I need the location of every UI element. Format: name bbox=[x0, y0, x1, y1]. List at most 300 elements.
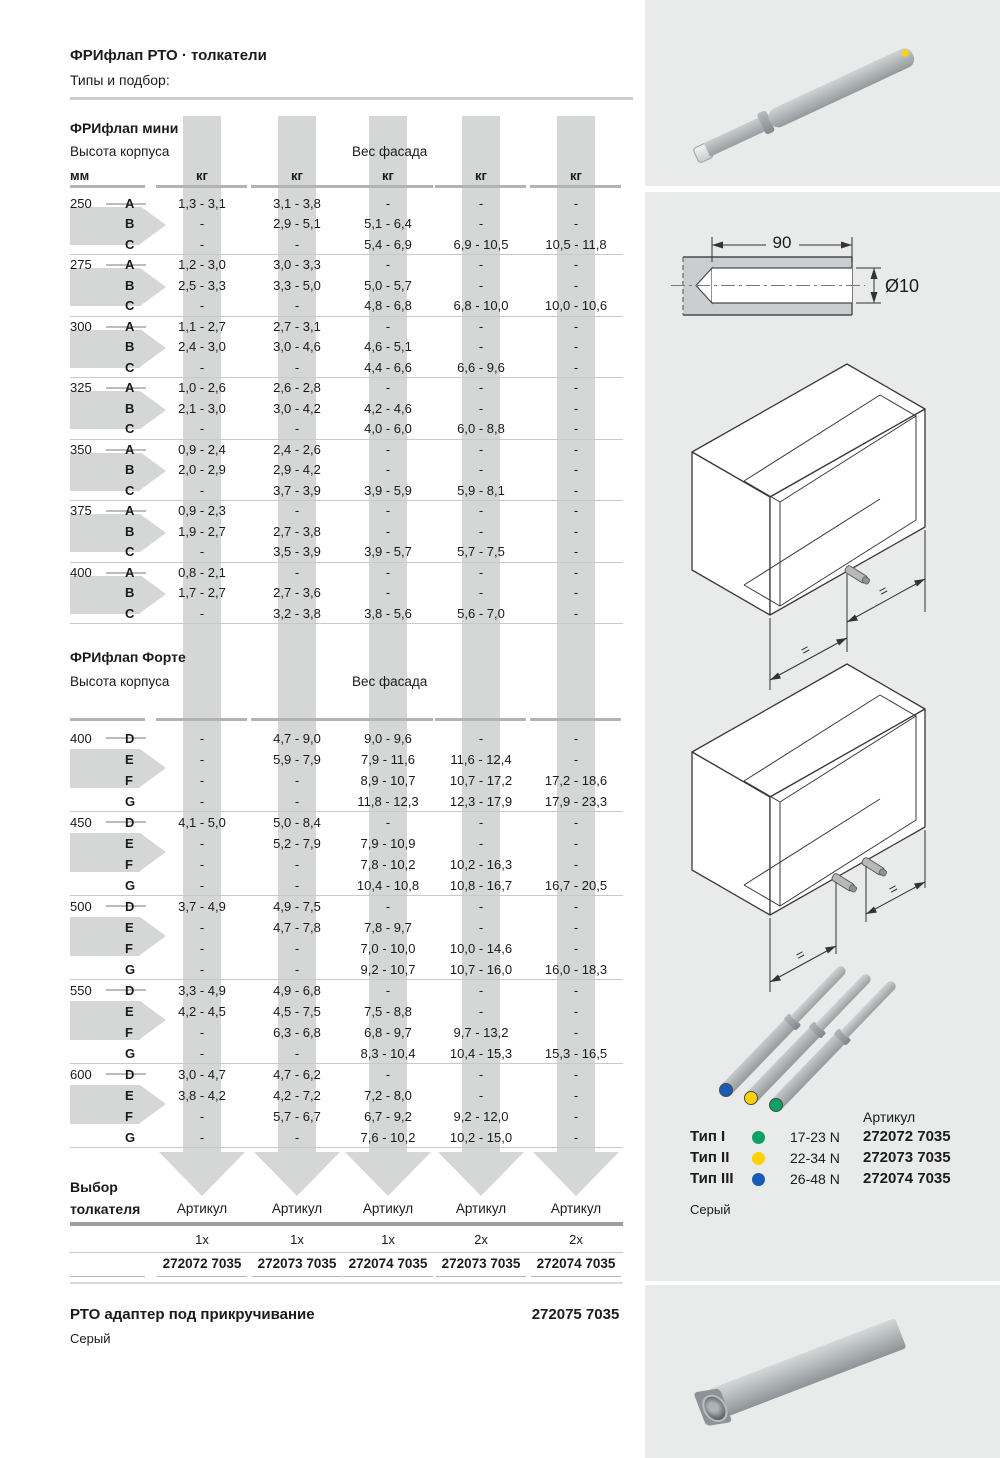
table-row bbox=[70, 358, 625, 379]
table-row bbox=[70, 214, 625, 235]
legend-row-1 bbox=[690, 1127, 990, 1147]
pusher-photo-panel bbox=[645, 0, 1000, 186]
weight-range: - bbox=[478, 257, 484, 272]
quantity-3: 1x bbox=[381, 1232, 395, 1247]
unit-kg-2: кг bbox=[291, 168, 303, 183]
weight-range: 16,0 - 18,3 bbox=[544, 961, 608, 977]
weight-range: - bbox=[199, 421, 205, 436]
weight-range: 4,2 - 4,5 bbox=[178, 1003, 226, 1019]
weight-range: - bbox=[573, 318, 579, 334]
article-underline-5 bbox=[531, 1276, 621, 1277]
weight-range: 3,9 - 5,9 bbox=[364, 482, 412, 498]
column-band-arrowhead-2 bbox=[254, 1152, 340, 1196]
unit-kg-3: кг bbox=[382, 168, 394, 183]
table-row bbox=[70, 194, 625, 215]
weight-range: 4,6 - 5,1 bbox=[364, 339, 412, 354]
weight-range: - bbox=[385, 982, 391, 998]
weight-range: 2,7 - 3,8 bbox=[273, 523, 321, 539]
weight-range: - bbox=[294, 772, 300, 788]
selection-thick-rule bbox=[70, 1222, 623, 1226]
row-letter: F bbox=[125, 1108, 133, 1124]
table-row bbox=[70, 235, 625, 256]
legend-article-number: 272074 7035 bbox=[863, 1170, 951, 1187]
row-letter: A bbox=[125, 441, 135, 457]
row-letter: D bbox=[125, 982, 135, 998]
weight-range: - bbox=[573, 1066, 579, 1082]
table-row bbox=[70, 917, 625, 938]
adapter-article: 272075 7035 bbox=[531, 1306, 620, 1323]
mini-heading: ФРИфлап мини bbox=[70, 120, 179, 136]
table-row bbox=[70, 1064, 625, 1085]
weight-range: 1,7 - 2,7 bbox=[178, 585, 226, 600]
weight-range: 4,9 - 6,8 bbox=[273, 982, 321, 998]
kg-column-rule-2 bbox=[251, 185, 342, 188]
height-value: 400 bbox=[70, 730, 92, 746]
weight-range: - bbox=[385, 195, 391, 211]
diagram-panel bbox=[645, 192, 1000, 1281]
weight-range: - bbox=[199, 1108, 205, 1124]
table-row bbox=[70, 296, 625, 317]
weight-range: 10,2 - 16,3 bbox=[449, 856, 513, 872]
weight-range: 2,6 - 2,8 bbox=[273, 380, 321, 395]
forte-right-label: Вес фасада bbox=[352, 674, 428, 689]
weight-range: - bbox=[294, 298, 300, 313]
pusher-product-photo bbox=[692, 46, 919, 167]
weight-range: - bbox=[199, 605, 205, 621]
table-row bbox=[70, 1022, 625, 1043]
weight-range: 3,7 - 3,9 bbox=[273, 482, 321, 498]
weight-range: - bbox=[478, 898, 484, 914]
weight-range: - bbox=[573, 1003, 579, 1019]
table-row bbox=[70, 875, 625, 896]
weight-range: - bbox=[199, 856, 205, 872]
weight-range: 3,0 - 4,6 bbox=[273, 339, 321, 354]
quantity-5: 2x bbox=[569, 1232, 583, 1247]
weight-range: - bbox=[573, 421, 579, 436]
weight-range: 5,9 - 8,1 bbox=[457, 482, 505, 498]
weight-range: 2,4 - 2,6 bbox=[273, 441, 321, 457]
legend-force-range: 26-48 N bbox=[790, 1171, 840, 1187]
weight-range: - bbox=[478, 503, 484, 518]
article-number-3: 272074 7035 bbox=[348, 1256, 428, 1271]
weight-range: - bbox=[573, 523, 579, 539]
weight-range: - bbox=[199, 835, 205, 851]
table-row bbox=[70, 317, 625, 338]
row-letter: G bbox=[125, 793, 136, 809]
selection-underline bbox=[70, 1276, 145, 1277]
row-letter: A bbox=[125, 564, 135, 580]
row-letter: B bbox=[125, 462, 135, 477]
weight-range: - bbox=[573, 544, 579, 559]
row-letter: C bbox=[125, 421, 135, 436]
weight-range: - bbox=[294, 1045, 300, 1061]
weight-range: - bbox=[385, 898, 391, 914]
weight-range: - bbox=[199, 298, 205, 313]
weight-range: 5,0 - 5,7 bbox=[364, 277, 412, 293]
quantity-2: 1x bbox=[290, 1232, 304, 1247]
weight-range: - bbox=[478, 1003, 484, 1019]
weight-range: - bbox=[573, 359, 579, 375]
weight-range: 6,7 - 9,2 bbox=[364, 1108, 412, 1124]
weight-range: 2,9 - 4,2 bbox=[273, 462, 321, 477]
weight-range: - bbox=[294, 421, 300, 436]
legend-row-3 bbox=[690, 1169, 990, 1189]
row-letter: F bbox=[125, 1024, 133, 1040]
weight-range: - bbox=[199, 730, 205, 746]
row-letter: G bbox=[125, 1045, 136, 1061]
weight-range: 7,9 - 10,9 bbox=[360, 835, 416, 851]
selection-label-line1: Выбор bbox=[70, 1179, 118, 1195]
height-value: 325 bbox=[70, 380, 92, 395]
weight-range: 6,3 - 6,8 bbox=[273, 1024, 321, 1040]
weight-range: 15,3 - 16,5 bbox=[544, 1045, 608, 1061]
height-group-400 bbox=[70, 728, 625, 812]
row-letter: A bbox=[125, 318, 135, 334]
weight-range: - bbox=[573, 216, 579, 231]
table-row bbox=[70, 481, 625, 502]
kg-column-rule-5 bbox=[530, 718, 621, 721]
article-underline-3 bbox=[343, 1276, 433, 1277]
pusher-barrel bbox=[766, 45, 918, 130]
kg-column-rule-1 bbox=[156, 718, 247, 721]
weight-range: - bbox=[199, 482, 205, 498]
weight-range: 0,8 - 2,1 bbox=[178, 564, 226, 580]
weight-range: 3,8 - 4,2 bbox=[178, 1087, 226, 1103]
weight-range: 6,9 - 10,5 bbox=[453, 236, 509, 252]
pusher-type-dot bbox=[900, 48, 909, 57]
weight-range: - bbox=[478, 339, 484, 354]
weight-range: - bbox=[199, 359, 205, 375]
height-value: 350 bbox=[70, 441, 92, 457]
kg-column-rule-1 bbox=[156, 185, 247, 188]
weight-range: - bbox=[199, 919, 205, 935]
weight-range: 7,8 - 10,2 bbox=[360, 856, 416, 872]
weight-range: - bbox=[573, 982, 579, 998]
row-letter: G bbox=[125, 961, 136, 977]
weight-range: 3,2 - 3,8 bbox=[273, 605, 321, 621]
article-number-5: 272074 7035 bbox=[536, 1256, 616, 1271]
weight-range: - bbox=[294, 1129, 300, 1145]
weight-range: - bbox=[573, 503, 579, 518]
weight-range: 3,7 - 4,9 bbox=[178, 898, 226, 914]
weight-range: 6,6 - 9,6 bbox=[457, 359, 505, 375]
weight-range: - bbox=[573, 919, 579, 935]
height-value: 550 bbox=[70, 982, 92, 998]
type-color-dot bbox=[752, 1131, 765, 1144]
weight-range: 1,9 - 2,7 bbox=[178, 523, 226, 539]
weight-range: - bbox=[199, 544, 205, 559]
legend-article-number: 272073 7035 bbox=[863, 1149, 951, 1166]
row-letter: C bbox=[125, 359, 135, 375]
weight-range: 17,2 - 18,6 bbox=[544, 772, 608, 788]
unit-kg-1: кг bbox=[196, 168, 208, 183]
height-group-375 bbox=[70, 501, 625, 563]
weight-range: - bbox=[478, 318, 484, 334]
weight-range: 10,8 - 16,7 bbox=[449, 877, 513, 893]
height-group-450 bbox=[70, 812, 625, 896]
row-letter: B bbox=[125, 585, 135, 600]
weight-range: 3,9 - 5,7 bbox=[364, 544, 412, 559]
weight-range: - bbox=[199, 751, 205, 767]
height-value: 600 bbox=[70, 1066, 92, 1082]
weight-range: 5,0 - 8,4 bbox=[273, 814, 321, 830]
weight-range: - bbox=[478, 216, 484, 231]
weight-range: 5,2 - 7,9 bbox=[273, 835, 321, 851]
weight-range: 12,3 - 17,9 bbox=[449, 793, 513, 809]
height-group-325 bbox=[70, 378, 625, 440]
weight-range: - bbox=[478, 441, 484, 457]
weight-range: 6,0 - 8,8 bbox=[457, 421, 505, 436]
weight-range: 4,7 - 6,2 bbox=[273, 1066, 321, 1082]
weight-range: - bbox=[478, 585, 484, 600]
weight-range: 7,5 - 8,8 bbox=[364, 1003, 412, 1019]
weight-range: 11,8 - 12,3 bbox=[357, 793, 419, 809]
weight-range: 3,0 - 3,3 bbox=[273, 257, 321, 272]
weight-range: - bbox=[478, 523, 484, 539]
article-underline-4 bbox=[436, 1276, 526, 1277]
weight-range: 1,0 - 2,6 bbox=[178, 380, 226, 395]
mini-left-label: Высота корпуса bbox=[70, 144, 170, 159]
weight-range: 2,7 - 3,1 bbox=[273, 318, 321, 334]
drill-hole-drawing bbox=[663, 220, 923, 360]
table-content bbox=[70, 0, 633, 1458]
table-row bbox=[70, 959, 625, 980]
weight-range: 3,1 - 3,8 bbox=[273, 195, 321, 211]
row-letter: C bbox=[125, 482, 135, 498]
weight-range: 2,0 - 2,9 bbox=[178, 462, 226, 477]
equal-mark: = bbox=[797, 640, 813, 659]
table-row bbox=[70, 854, 625, 875]
legend-type-label: Тип I bbox=[690, 1128, 726, 1145]
type-color-dot bbox=[752, 1173, 765, 1186]
weight-range: 10,2 - 15,0 bbox=[449, 1129, 513, 1145]
pusher-marker bbox=[844, 565, 871, 586]
table-row bbox=[70, 501, 625, 522]
weight-range: - bbox=[385, 318, 391, 334]
kg-column-rule-4 bbox=[435, 185, 526, 188]
row-letter: E bbox=[125, 919, 134, 935]
column-band-arrowhead-5 bbox=[533, 1152, 619, 1196]
row-letter: A bbox=[125, 257, 135, 272]
legend-row-2 bbox=[690, 1148, 990, 1168]
table-row bbox=[70, 583, 625, 604]
weight-range: 10,5 - 11,8 bbox=[545, 236, 607, 252]
height-group-275 bbox=[70, 255, 625, 317]
row-letter: B bbox=[125, 400, 135, 416]
table-row bbox=[70, 563, 625, 584]
adapter-color-note: Серый bbox=[70, 1331, 111, 1346]
equal-mark: = bbox=[885, 879, 901, 898]
weight-range: 7,2 - 8,0 bbox=[364, 1087, 412, 1103]
weight-range: - bbox=[294, 564, 300, 580]
row-letter: C bbox=[125, 544, 135, 559]
legend-color-note: Серый bbox=[690, 1202, 731, 1217]
weight-range: 10,4 - 15,3 bbox=[449, 1045, 513, 1061]
weight-range: 2,5 - 3,3 bbox=[178, 277, 226, 293]
weight-range: - bbox=[478, 564, 484, 580]
table-row bbox=[70, 337, 625, 358]
weight-range: - bbox=[573, 564, 579, 580]
length-dim-label: 90 bbox=[772, 233, 792, 252]
weight-range: - bbox=[199, 1024, 205, 1040]
equal-mark: = bbox=[875, 581, 891, 600]
weight-range: 7,8 - 9,7 bbox=[364, 919, 412, 935]
mini-right-label: Вес фасада bbox=[352, 144, 428, 159]
height-group-500 bbox=[70, 896, 625, 980]
weight-range: 9,2 - 12,0 bbox=[453, 1108, 509, 1124]
height-value: 500 bbox=[70, 898, 92, 914]
weight-range: - bbox=[294, 877, 300, 893]
row-letter: D bbox=[125, 898, 135, 914]
weight-range: 10,0 - 14,6 bbox=[449, 940, 513, 956]
row-letter: B bbox=[125, 216, 135, 231]
weight-range: 7,0 - 10,0 bbox=[360, 940, 416, 956]
unit-kg-5: кг bbox=[570, 168, 582, 183]
weight-range: - bbox=[478, 400, 484, 416]
quantity-1: 1x bbox=[195, 1232, 209, 1247]
weight-range: - bbox=[199, 961, 205, 977]
weight-range: 16,7 - 20,5 bbox=[544, 877, 608, 893]
group-separator bbox=[70, 1147, 623, 1148]
weight-range: - bbox=[478, 1066, 484, 1082]
group-separator bbox=[70, 623, 623, 624]
weight-range: 10,0 - 10,6 bbox=[544, 298, 608, 313]
weight-range: - bbox=[385, 257, 391, 272]
weight-range: - bbox=[294, 503, 300, 518]
table-row bbox=[70, 833, 625, 854]
row-letter: G bbox=[125, 877, 136, 893]
height-value: 450 bbox=[70, 814, 92, 830]
table-row bbox=[70, 1085, 625, 1106]
table-row bbox=[70, 276, 625, 297]
article-header-5: Артикул bbox=[550, 1201, 602, 1216]
weight-range: 8,9 - 10,7 bbox=[360, 772, 416, 788]
height-group-250 bbox=[70, 194, 625, 256]
row-letter: E bbox=[125, 1003, 134, 1019]
table-row bbox=[70, 749, 625, 770]
legend-type-label: Тип III bbox=[690, 1170, 734, 1187]
mm-column-rule bbox=[70, 718, 145, 721]
weight-range: 3,0 - 4,7 bbox=[178, 1066, 226, 1082]
weight-range: - bbox=[199, 940, 205, 956]
weight-range: 3,0 - 4,2 bbox=[273, 400, 321, 416]
article-header-1: Артикул bbox=[176, 1201, 228, 1216]
height-group-400 bbox=[70, 563, 625, 625]
weight-range: 5,7 - 6,7 bbox=[273, 1108, 321, 1124]
weight-range: 7,9 - 11,6 bbox=[361, 751, 415, 767]
weight-range: - bbox=[573, 380, 579, 395]
height-value: 250 bbox=[70, 195, 92, 211]
weight-range: - bbox=[573, 482, 579, 498]
weight-range: - bbox=[573, 835, 579, 851]
height-value: 375 bbox=[70, 503, 92, 518]
adapter-product-photo bbox=[694, 1318, 906, 1425]
legend-header-row bbox=[690, 1107, 990, 1127]
table-row bbox=[70, 770, 625, 791]
kg-column-rule-3 bbox=[342, 718, 433, 721]
article-header-2: Артикул bbox=[271, 1201, 323, 1216]
column-band-arrowhead-3 bbox=[345, 1152, 431, 1196]
cabinet-diagram-one-pusher bbox=[670, 360, 980, 705]
row-letter: A bbox=[125, 380, 135, 395]
cabinet-diagram-two-pushers bbox=[670, 660, 980, 1005]
weight-range: - bbox=[573, 751, 579, 767]
row-letter: B bbox=[125, 339, 135, 354]
weight-range: 4,5 - 7,5 bbox=[273, 1003, 321, 1019]
weight-range: 10,7 - 16,0 bbox=[449, 961, 513, 977]
weight-range: - bbox=[385, 585, 391, 600]
weight-range: 8,3 - 10,4 bbox=[360, 1045, 416, 1061]
height-value: 400 bbox=[70, 564, 92, 580]
adapter-title: РТО адаптер под прикручивание bbox=[70, 1306, 315, 1323]
article-underline-1 bbox=[157, 1276, 247, 1277]
weight-range: - bbox=[199, 1129, 205, 1145]
weight-range: - bbox=[573, 605, 579, 621]
weight-range: 0,9 - 2,4 bbox=[178, 441, 226, 457]
table-row bbox=[70, 896, 625, 917]
weight-range: - bbox=[199, 793, 205, 809]
weight-range: - bbox=[199, 772, 205, 788]
weight-range: - bbox=[478, 1087, 484, 1103]
row-letter: C bbox=[125, 605, 135, 621]
weight-range: - bbox=[478, 462, 484, 477]
weight-range: 5,9 - 7,9 bbox=[273, 751, 321, 767]
table-row bbox=[70, 980, 625, 1001]
weight-range: - bbox=[573, 400, 579, 416]
row-letter: E bbox=[125, 751, 134, 767]
weight-range: 3,8 - 5,6 bbox=[364, 605, 412, 621]
pusher-marker bbox=[861, 857, 888, 878]
row-letter: D bbox=[125, 1066, 135, 1082]
weight-range: - bbox=[573, 1024, 579, 1040]
weight-range: - bbox=[199, 216, 205, 231]
weight-range: - bbox=[478, 730, 484, 746]
height-group-350 bbox=[70, 440, 625, 502]
kg-column-rule-4 bbox=[435, 718, 526, 721]
type-legend bbox=[690, 1104, 990, 1234]
article-header-4: Артикул bbox=[455, 1201, 507, 1216]
weight-range: - bbox=[573, 1087, 579, 1103]
height-group-300 bbox=[70, 317, 625, 379]
weight-range: - bbox=[294, 856, 300, 872]
row-letter: C bbox=[125, 236, 135, 252]
forte-heading: ФРИфлап Форте bbox=[70, 649, 186, 665]
article-number-2: 272073 7035 bbox=[257, 1256, 337, 1271]
selection-label-line2: толкателя bbox=[70, 1201, 141, 1217]
table-row bbox=[70, 1001, 625, 1022]
weight-range: 6,8 - 10,0 bbox=[453, 298, 509, 313]
forte-left-label: Высота корпуса bbox=[70, 674, 170, 689]
height-value: 300 bbox=[70, 318, 92, 334]
weight-range: 9,0 - 9,6 bbox=[364, 730, 412, 746]
mm-column-rule bbox=[70, 185, 145, 188]
row-letter: A bbox=[125, 503, 135, 518]
weight-range: 1,3 - 3,1 bbox=[178, 195, 226, 211]
weight-range: 0,9 - 2,3 bbox=[178, 503, 226, 518]
type-color-dot bbox=[752, 1152, 765, 1165]
weight-range: 4,4 - 6,6 bbox=[364, 359, 412, 375]
weight-range: 9,7 - 13,2 bbox=[453, 1024, 509, 1040]
selection-thin-rule bbox=[70, 1252, 623, 1253]
table-row bbox=[70, 604, 625, 625]
diameter-dim-label: Ø10 bbox=[885, 276, 920, 296]
weight-range: 3,3 - 5,0 bbox=[273, 277, 321, 293]
legend-type-label: Тип II bbox=[690, 1149, 730, 1166]
weight-range: - bbox=[294, 961, 300, 977]
weight-range: 4,0 - 6,0 bbox=[364, 421, 412, 436]
weight-range: - bbox=[199, 236, 205, 252]
weight-range: 4,7 - 9,0 bbox=[273, 730, 321, 746]
